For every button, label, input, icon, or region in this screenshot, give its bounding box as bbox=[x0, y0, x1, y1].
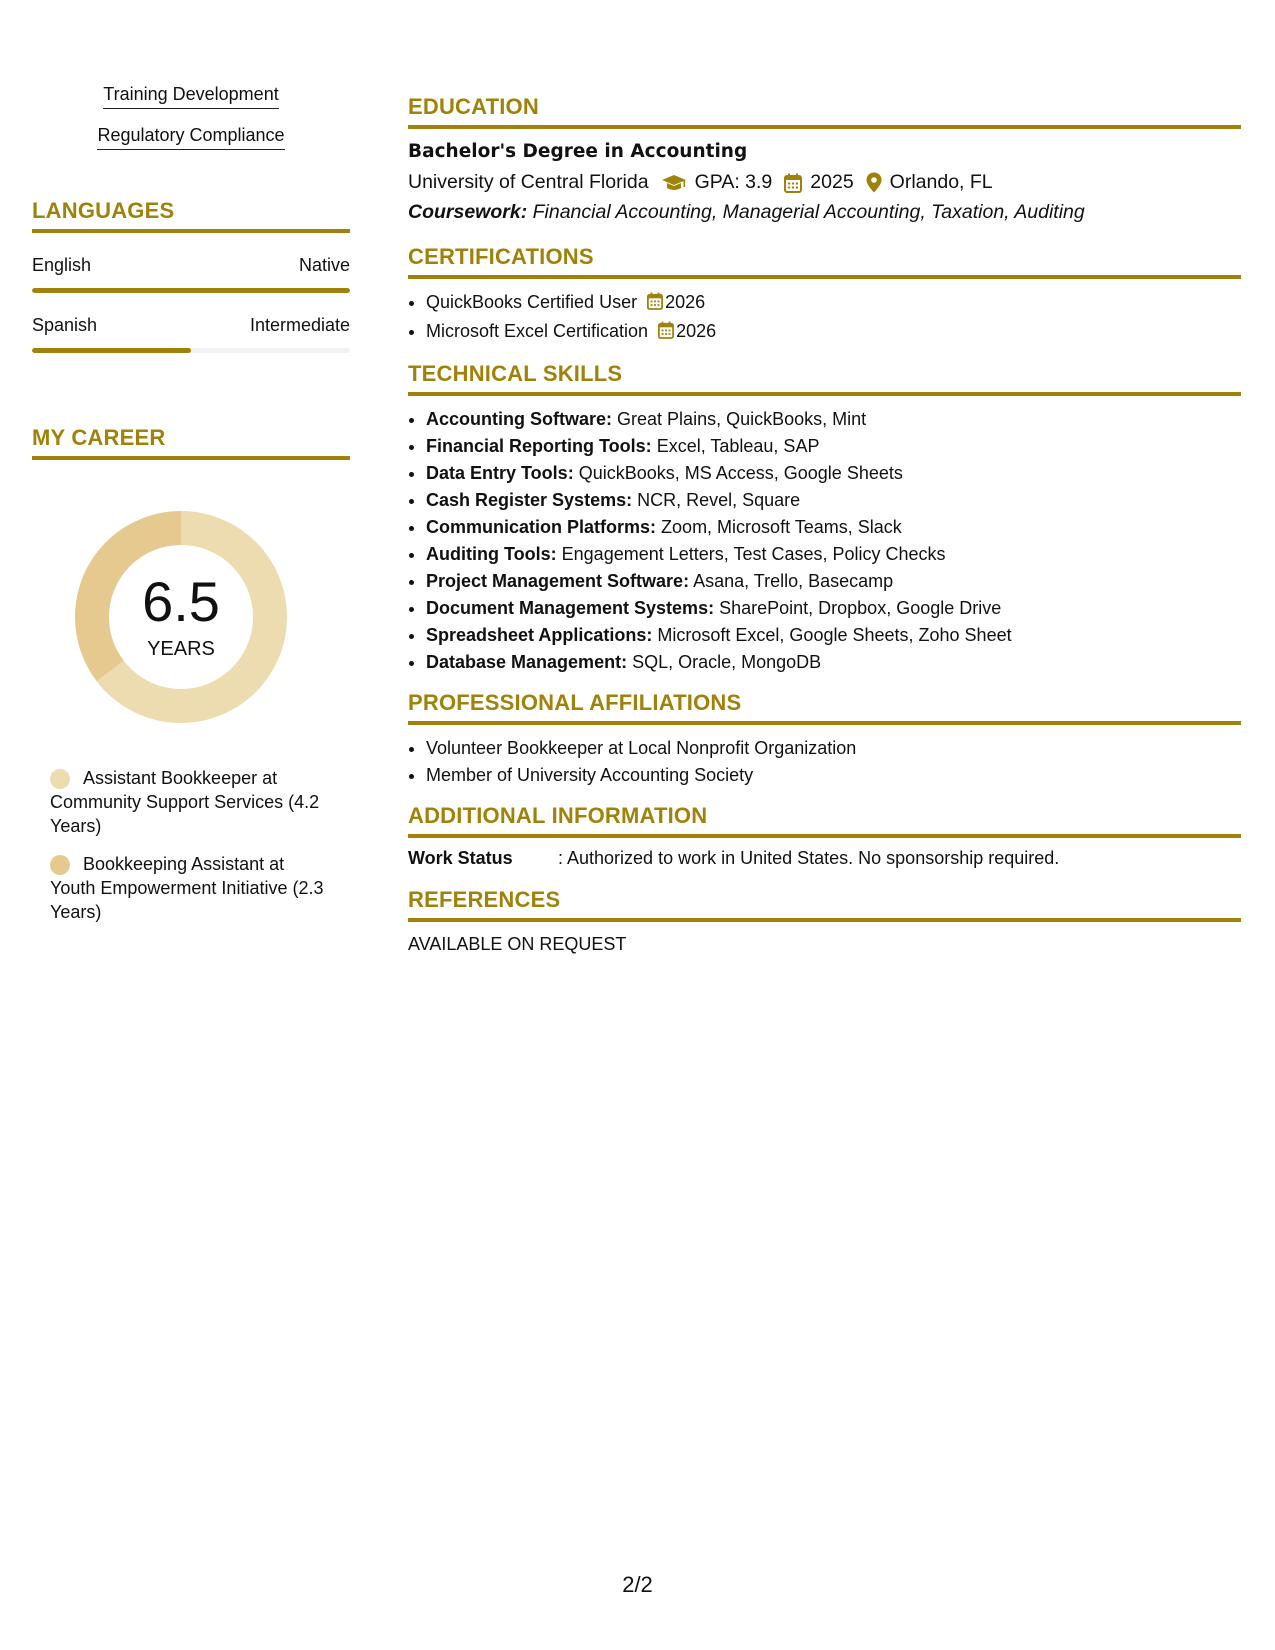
references-heading: REFERENCES bbox=[408, 887, 1241, 922]
work-status-row bbox=[408, 848, 1241, 869]
education-details bbox=[408, 171, 1241, 194]
skill-value: Engagement Letters, Test Cases, Policy Checks bbox=[561, 544, 946, 564]
certifications-heading: CERTIFICATIONS bbox=[408, 244, 1241, 279]
list-item: • Volunteer Bookkeeper at Local Nonprofit Organization bbox=[426, 735, 1241, 762]
skill-tag: Regulatory Compliance bbox=[97, 125, 284, 150]
affiliations-heading: PROFESSIONAL AFFILIATIONS bbox=[408, 690, 1241, 725]
page-number: 2/2 bbox=[622, 1572, 653, 1597]
career-dot-icon bbox=[50, 855, 70, 875]
main-content bbox=[408, 94, 1241, 955]
language-proficiency-bar bbox=[32, 348, 350, 353]
skill-label: Communication Platforms: bbox=[426, 517, 657, 537]
career-donut-chart bbox=[66, 502, 296, 732]
skill-value: Great Plains, QuickBooks, Mint bbox=[617, 409, 867, 429]
skill-label: Spreadsheet Applications: bbox=[426, 625, 653, 645]
education-heading: EDUCATION bbox=[408, 94, 1241, 129]
skill-label: Data Entry Tools: bbox=[426, 463, 574, 483]
skill-label: Document Management Systems: bbox=[426, 598, 715, 618]
skill-label: Project Management Software: bbox=[426, 571, 690, 591]
technical-skills-heading: TECHNICAL SKILLS bbox=[408, 361, 1241, 396]
map-pin-icon bbox=[866, 172, 882, 193]
career-dot-icon bbox=[50, 769, 70, 789]
certification-name: Microsoft Excel Certification bbox=[426, 321, 649, 341]
language-item bbox=[32, 255, 350, 293]
left-sidebar bbox=[32, 84, 350, 938]
career-item bbox=[50, 852, 330, 924]
skill-label: Financial Reporting Tools: bbox=[426, 436, 652, 456]
skill-value: QuickBooks, MS Access, Google Sheets bbox=[578, 463, 903, 483]
skill-tag: Training Development bbox=[103, 84, 278, 109]
language-proficiency-fill bbox=[32, 288, 350, 293]
career-item-text: Assistant Bookkeeper at Community Support Services (4.2 Years) bbox=[50, 768, 320, 836]
gpa: GPA: 3.9 bbox=[694, 171, 773, 193]
skill-value: Microsoft Excel, Google Sheets, Zoho Sheet bbox=[657, 625, 1012, 645]
list-item bbox=[426, 595, 1241, 622]
list-item bbox=[426, 406, 1241, 433]
skill-label: Accounting Software: bbox=[426, 409, 613, 429]
skill-label: Cash Register Systems: bbox=[426, 490, 633, 510]
coursework-list: Financial Accounting, Managerial Accounting, Taxation, Auditing bbox=[532, 201, 1085, 223]
list-item bbox=[426, 649, 1241, 676]
affiliations-list bbox=[408, 735, 1241, 789]
work-status-label: Work Status bbox=[408, 848, 513, 868]
skill-value: Excel, Tableau, SAP bbox=[656, 436, 820, 456]
language-level: Native bbox=[298, 255, 350, 275]
graduation-year: 2025 bbox=[810, 171, 854, 193]
list-item bbox=[426, 568, 1241, 595]
list-item bbox=[426, 460, 1241, 487]
language-proficiency-fill bbox=[32, 348, 191, 353]
language-proficiency-bar bbox=[32, 288, 350, 293]
coursework-label: Coursework: bbox=[408, 201, 528, 223]
technical-skills-list bbox=[408, 406, 1241, 676]
languages-heading: LANGUAGES bbox=[32, 198, 350, 233]
skill-value: NCR, Revel, Square bbox=[637, 490, 801, 510]
career-item-text: Bookkeeping Assistant at Youth Empowerment Initiative (2.3 Years) bbox=[50, 854, 324, 922]
list-item bbox=[426, 514, 1241, 541]
skill-value: Zoom, Microsoft Teams, Slack bbox=[661, 517, 902, 537]
list-item bbox=[426, 433, 1241, 460]
list-item bbox=[426, 487, 1241, 514]
list-item bbox=[426, 289, 1241, 318]
skills-list bbox=[32, 84, 350, 150]
career-legend bbox=[32, 766, 330, 924]
career-heading: MY CAREER bbox=[32, 425, 350, 460]
skill-label: Auditing Tools: bbox=[426, 544, 557, 564]
certification-name: QuickBooks Certified User bbox=[426, 292, 638, 312]
coursework bbox=[408, 201, 1241, 224]
graduation-cap-icon bbox=[661, 174, 687, 192]
language-name: Spanish bbox=[32, 315, 98, 335]
school-name: University of Central Florida bbox=[408, 171, 649, 193]
list-item bbox=[426, 622, 1241, 649]
calendar-icon bbox=[647, 291, 663, 318]
language-name: English bbox=[32, 255, 92, 275]
language-level: Intermediate bbox=[249, 315, 350, 335]
school-location: Orlando, FL bbox=[889, 171, 993, 193]
career-total-years: 6.5 bbox=[142, 570, 220, 633]
references-text: AVAILABLE ON REQUEST bbox=[408, 934, 627, 954]
degree-title: Bachelor's Degree in Accounting bbox=[408, 141, 748, 162]
career-item bbox=[50, 766, 330, 838]
skill-value: SharePoint, Dropbox, Google Drive bbox=[719, 598, 1002, 618]
skill-value: SQL, Oracle, MongoDB bbox=[632, 652, 822, 672]
skill-label: Database Management: bbox=[426, 652, 628, 672]
calendar-icon bbox=[784, 173, 802, 193]
work-status-value: : Authorized to work in United States. No sponsorship required. bbox=[558, 848, 1060, 868]
calendar-icon bbox=[658, 320, 674, 347]
certifications-list bbox=[408, 289, 1241, 347]
certification-year: 2026 bbox=[676, 321, 717, 341]
list-item bbox=[426, 318, 1241, 347]
additional-info-heading: ADDITIONAL INFORMATION bbox=[408, 803, 1241, 838]
language-item bbox=[32, 315, 350, 353]
list-item: • Member of University Accounting Society bbox=[426, 762, 1241, 789]
certification-year: 2026 bbox=[665, 292, 706, 312]
skill-value: Asana, Trello, Basecamp bbox=[693, 571, 894, 591]
career-total-unit: YEARS bbox=[147, 638, 215, 660]
list-item bbox=[426, 541, 1241, 568]
